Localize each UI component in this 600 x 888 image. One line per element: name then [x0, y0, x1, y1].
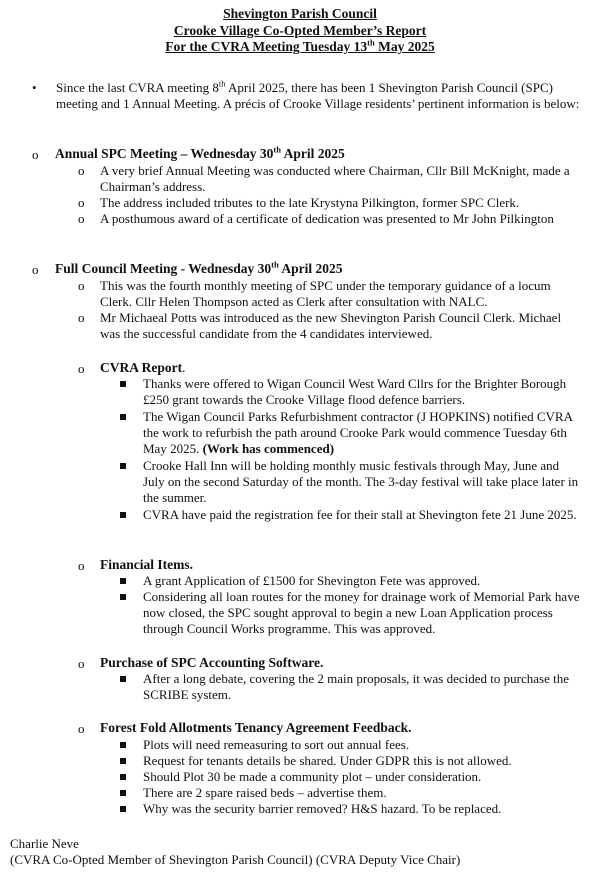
- intro-text: [56, 80, 584, 112]
- circle-bullet-icon: o: [78, 278, 85, 293]
- meeting-date-pre: For the CVRA Meeting Tuesday 13: [165, 39, 368, 54]
- list-item-text: This was the fourth monthly meeting of SPC under the temporary guidance of a locum Clerk. Cllr Helen Thompson acted as Clerk after consultation with NALC.: [100, 278, 551, 310]
- software-title: Purchase of SPC Accounting Software.: [100, 655, 324, 670]
- signature-name: Charlie Neve: [10, 836, 79, 851]
- list-item-text: The address included tributes to the late Krystyna Pilkington, former SPC Clerk.: [100, 195, 520, 210]
- circle-bullet-icon: o: [78, 721, 85, 736]
- list-item-text: Why was the security barrier removed? H&S hazard. To be replaced.: [143, 801, 502, 816]
- square-bullet-icon: [120, 758, 126, 764]
- square-bullet-icon: [120, 790, 126, 796]
- circle-bullet-icon: o: [78, 195, 85, 210]
- report-header: [0, 6, 600, 56]
- square-bullet-icon: [120, 594, 126, 600]
- list-item-text: Considering all loan routes for the money for drainage work of Memorial Park have now closed, the SPC sought approval to begin a new Loan Application process through Council Works programme. This was approved.: [143, 589, 580, 637]
- meeting-date-line: [0, 39, 600, 56]
- square-bullet-icon: [120, 512, 126, 518]
- list-item-text: Mr Michaeal Potts was introduced as the new Shevington Parish Council Clerk. Michael was the successful candidate from the 4 candidates interviewed.: [100, 310, 562, 342]
- circle-bullet-icon: o: [32, 262, 39, 277]
- list-item-text: After a long debate, covering the 2 main proposals, it was decided to purchase the SCRIBE system.: [143, 671, 569, 703]
- full-title-sup: th: [271, 259, 279, 270]
- annual-meeting-title: [55, 146, 345, 162]
- circle-bullet-icon: o: [78, 558, 85, 573]
- list-item-text: [143, 409, 583, 458]
- list-item-text: Plots will need remeasuring to sort out annual fees.: [143, 737, 410, 752]
- cvra-title-tail: .: [182, 360, 186, 375]
- council-title: Shevington Parish Council: [223, 6, 377, 21]
- list-item-text: Should Plot 30 be made a community plot – under consideration.: [143, 769, 482, 784]
- list-item-text: There are 2 spare raised beds – advertise them.: [143, 785, 387, 800]
- intro-post: April 2025, there has been 1 Shevington Parish Council (SPC) meeting and 1 Annual Meeting. A précis of Crooke Village residents’ pertinent information is below:: [56, 80, 580, 112]
- signature-role: (CVRA Co-Opted Member of Shevington Parish Council) (CVRA Deputy Vice Chair): [10, 852, 461, 867]
- cvra-title-text: CVRA Report: [100, 360, 183, 375]
- annual-title-sup: th: [273, 144, 281, 155]
- square-bullet-icon: [120, 676, 126, 682]
- circle-bullet-icon: o: [78, 361, 85, 376]
- list-item-text: A very brief Annual Meeting was conducted where Chairman, Cllr Bill McKnight, made a Chairman’s address.: [100, 163, 570, 195]
- annual-title-post: April 2025: [280, 146, 345, 161]
- report-subtitle: Crooke Village Co-Opted Member’s Report: [173, 22, 427, 38]
- full-title-post: April 2025: [278, 261, 343, 276]
- allotments-title: Forest Fold Allotments Tenancy Agreement Feedback.: [100, 720, 412, 735]
- circle-bullet-icon: o: [78, 163, 85, 178]
- circle-bullet-icon: o: [78, 310, 85, 325]
- meeting-date-sup: th: [367, 37, 375, 48]
- list-item-text: CVRA have paid the registration fee for their stall at Shevington fete 21 June 2025.: [143, 507, 577, 522]
- cvra-report-title: [100, 360, 186, 376]
- cvra-item-2-text: The Wigan Council Parks Refurbishment contractor (J HOPKINS) notified CVRA the work to refurbish the path around Crooke Park would commence Tuesday 6th May 2025.: [143, 409, 573, 457]
- square-bullet-icon: [120, 381, 126, 387]
- intro-sup: th: [218, 78, 226, 89]
- square-bullet-icon: [120, 463, 126, 469]
- square-bullet-icon: [120, 742, 126, 748]
- list-item-text: Crooke Hall Inn will be holding monthly music festivals through May, June and July on the second Saturday of the month. The 3-day festival will take place later in the summer.: [143, 458, 579, 506]
- annual-title-pre: Annual SPC Meeting – Wednesday 30: [55, 146, 274, 161]
- meeting-date-post: May 2025: [374, 39, 435, 54]
- square-bullet-icon: [120, 806, 126, 812]
- circle-bullet-icon: o: [78, 656, 85, 671]
- list-item-text: Thanks were offered to Wigan Council West Ward Cllrs for the Brighter Borough £250 grant towards the Crooke Village flood defence barriers.: [143, 376, 567, 408]
- intro-paragraph: [24, 68, 584, 118]
- full-title-pre: Full Council Meeting - Wednesday 30: [55, 261, 272, 276]
- list-item-text: A posthumous award of a certificate of dedication was presented to Mr John Pilkington: [100, 211, 554, 226]
- square-bullet-icon: [120, 414, 126, 420]
- square-bullet-icon: [120, 578, 126, 584]
- square-bullet-icon: [120, 774, 126, 780]
- list-item-text: Request for tenants details be shared. Under GDPR this is not allowed.: [143, 753, 512, 768]
- circle-bullet-icon: o: [32, 147, 39, 162]
- list-item-text: A grant Application of £1500 for Shevington Fete was approved.: [143, 573, 481, 588]
- full-council-title: [55, 261, 342, 277]
- work-status-note: (Work has commenced): [202, 441, 335, 457]
- circle-bullet-icon: o: [78, 211, 85, 226]
- disc-bullet-icon: •: [32, 80, 37, 95]
- financial-items-title: Financial Items.: [100, 557, 193, 572]
- intro-pre: Since the last CVRA meeting 8: [56, 80, 219, 95]
